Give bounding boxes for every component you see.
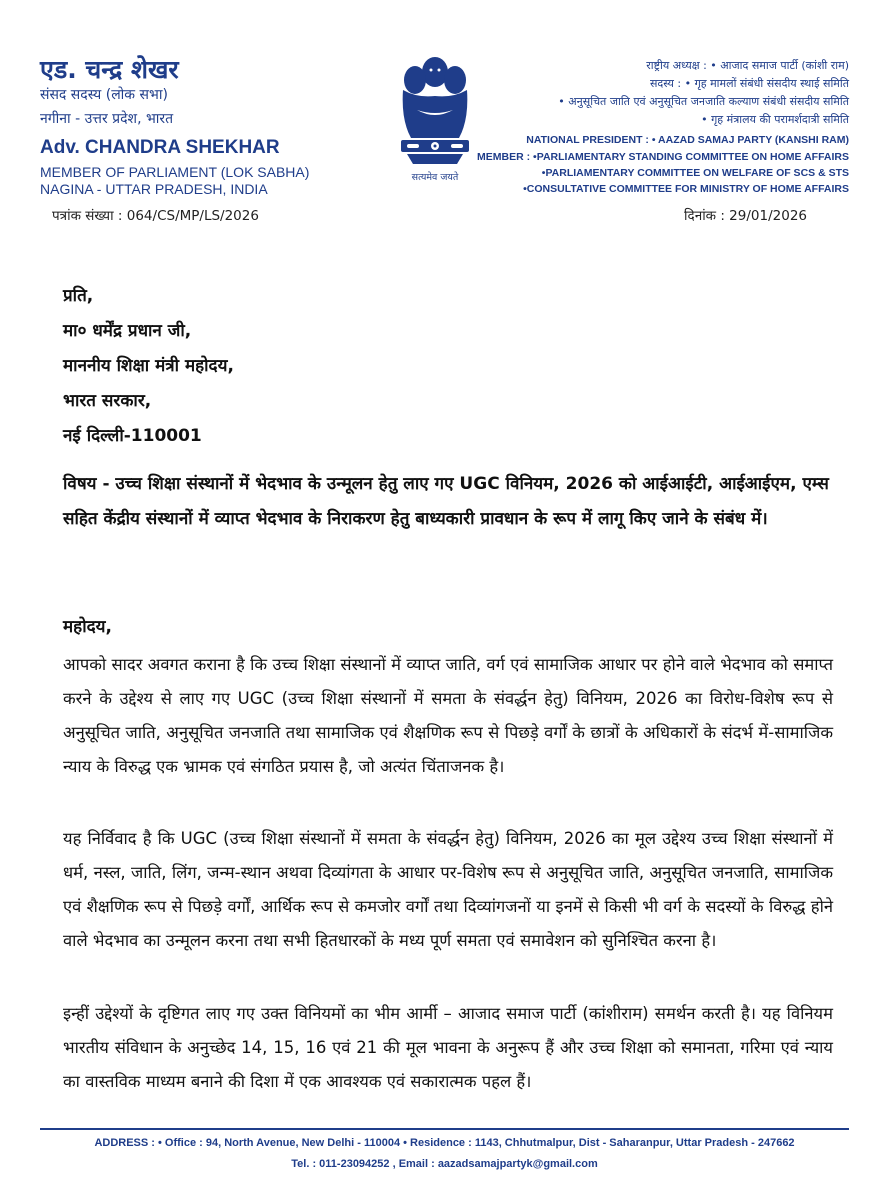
right-hindi-line-4: • गृह मंत्रालय की परामर्शदात्री समिति (701, 113, 849, 126)
right-hindi-line-2: सदस्य : • गृह मामलों संबंधी संसदीय स्थाई समिति (649, 77, 849, 90)
recipient-line-5: नई दिल्ली-110001 (63, 426, 202, 446)
right-english-line-4: •CONSULTATIVE COMMITTEE FOR MINISTRY OF HOME AFFAIRS (523, 183, 849, 195)
subject: विषय - उच्च शिक्षा संस्थानों में भेदभाव के उन्मूलन हेतु लाए गए UGC विनियम, 2026 को आईआईटी, आईआईएम, एम्स सहित केंद्रीय संस्थानों में व्याप्त भेदभाव के निराकरण हेतु बाध्यकारी प्रावधान के रूप में लागू किए जाने के संबंध में। (63, 474, 829, 529)
sender-name-english: Adv. CHANDRA SHEKHAR (40, 137, 280, 158)
recipient-line-1: प्रति, (63, 286, 94, 306)
right-hindi-line-1: राष्ट्रीय अध्यक्ष : • आजाद समाज पार्टी (कांशी राम) (646, 59, 849, 72)
sender-place-hindi: नगीना - उत्तर प्रदेश, भारत (40, 111, 174, 127)
salutation: महोदय, (63, 617, 112, 637)
right-english-line-3: •PARLIAMENTARY COMMITTEE ON WELFARE OF SCS & STS (541, 167, 849, 179)
reference-date: दिनांक : 29/01/2026 (684, 208, 807, 224)
sender-role-hindi: संसद सदस्य (लोक सभा) (40, 87, 168, 103)
sender-name-hindi: एड. चन्द्र शेखर (40, 55, 179, 84)
recipient-line-3: माननीय शिक्षा मंत्री महोदय, (63, 356, 234, 376)
national-emblem-icon (393, 50, 477, 180)
body-paragraph-1: आपको सादर अवगत कराना है कि उच्च शिक्षा संस्थानों में व्याप्त जाति, वर्ग एवं सामाजिक आधार पर होने वाले भेदभाव को समाप्त करने के उद्देश्य से लाए गए UGC (उच्च शिक्षा संस्थानों में समता के संवर्द्धन हेतु) विनियम, 2026 का विरोध-विशेष रूप से अनुसूचित जाति, अनुसूचित जनजाति तथा सामाजिक एवं शैक्षणिक रूप से पिछड़े वर्गों के छात्रों के अधिकारों के संदर्भ में-सामाजिक न्याय के विरुद्ध एक भ्रामक एवं संगठित प्रयास है, जो अत्यंत चिंताजनक है। (63, 655, 833, 776)
recipient-line-2: मा० धर्मेंद्र प्रधान जी, (63, 321, 192, 341)
footer-address: ADDRESS : • Office : 94, North Avenue, New Delhi - 110004 • Residence : 1143, Chhutmalpur, Dist - Saharanpur, Uttar Pradesh - 247662 (94, 1137, 795, 1149)
footer-contact: Tel. : 011-23094252 , Email : aazadsamajpartyk@gmail.com (291, 1158, 598, 1170)
footer-divider (40, 1128, 849, 1130)
sender-role-english: MEMBER OF PARLIAMENT (LOK SABHA) (40, 164, 310, 180)
sender-place-english: NAGINA - UTTAR PRADESH, INDIA (40, 181, 268, 197)
recipient-line-4: भारत सरकार, (63, 391, 152, 411)
body-paragraph-3: इन्हीं उद्देश्यों के दृष्टिगत लाए गए उक्त विनियमों का भीम आर्मी – आजाद समाज पार्टी (कांशीराम) समर्थन करती है। यह विनियम भारतीय संविधान के अनुच्छेद 14, 15, 16 एवं 21 की मूल भावना के अनुरूप हैं और उच्च शिक्षा को समानता, गरिमा एवं न्याय का वास्तविक माध्यम बनाने की दिशा में एक आवश्यक एवं सकारात्मक पहल हैं। (63, 1004, 833, 1091)
reference-number: पत्रांक संख्या : 064/CS/MP/LS/2026 (52, 208, 259, 224)
emblem-motto: सत्यमेव जयते (411, 172, 459, 183)
right-english-line-2: MEMBER : •PARLIAMENTARY STANDING COMMITTEE ON HOME AFFAIRS (477, 151, 849, 163)
right-english-line-1: NATIONAL PRESIDENT : • AAZAD SAMAJ PARTY (KANSHI RAM) (526, 134, 849, 146)
right-hindi-line-3: • अनुसूचित जाति एवं अनुसूचित जनजाति कल्याण संबंधी संसदीय समिति (558, 95, 849, 108)
body-paragraph-2: यह निर्विवाद है कि UGC (उच्च शिक्षा संस्थानों में समता के संवर्द्धन हेतु) विनियम, 2026 का मूल उद्देश्य उच्च शिक्षा संस्थानों में धर्म, नस्ल, जाति, लिंग, जन्म-स्थान अथवा दिव्यांगता के आधार पर-विशेष रूप से अनुसूचित जाति, अनुसूचित जनजाति, सामाजिक एवं शैक्षणिक रूप से पिछड़े वर्गों, आर्थिक रूप से कमजोर वर्गों तथा दिव्यांगजनों या इनमें से किसी भी वर्ग के सदस्यों के विरुद्ध होने वाले भेदभाव का उन्मूलन करना तथा सभी हितधारकों के मध्य पूर्ण समता एवं समावेशन को सुनिश्चित करना है। (63, 829, 833, 950)
